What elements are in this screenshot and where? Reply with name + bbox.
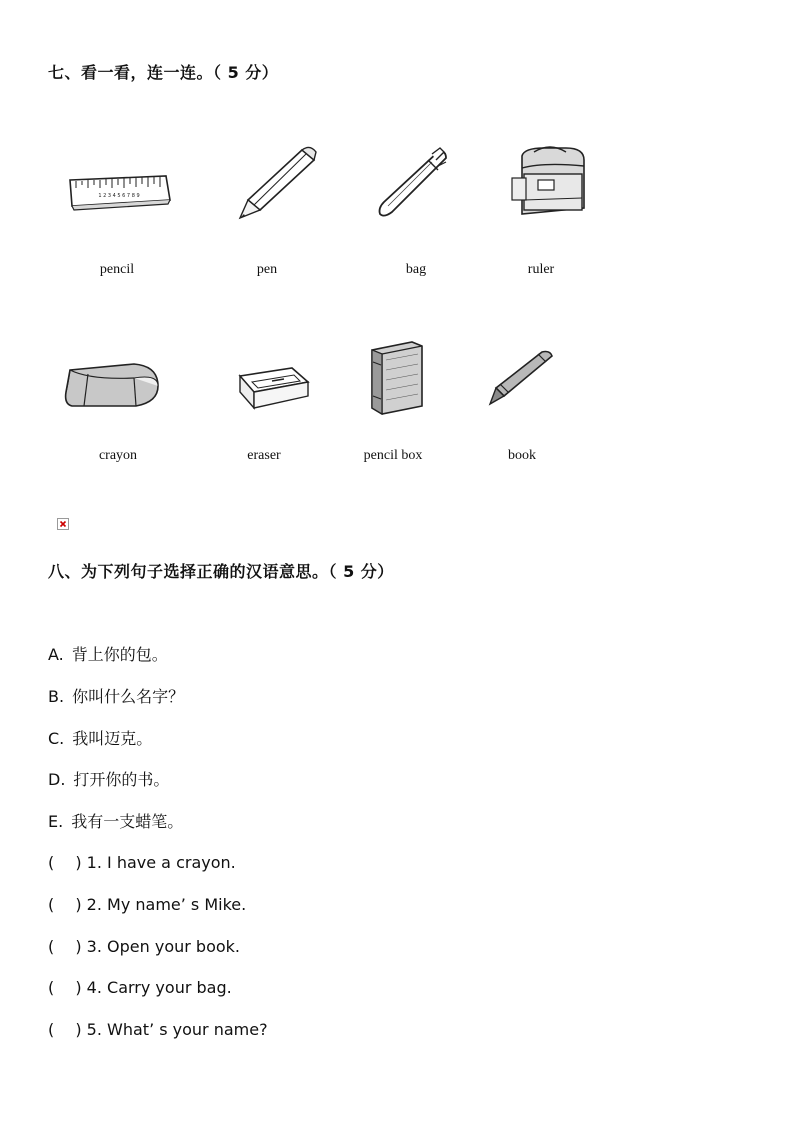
- question-text: 4. Carry your bag.: [86, 978, 232, 997]
- option-c: [48, 726, 152, 749]
- pen-picture: [372, 144, 452, 220]
- pencil-picture: [232, 144, 322, 224]
- word-ruler: ruler: [527, 262, 555, 277]
- word-bag: bag: [405, 262, 427, 277]
- option-text: 我叫迈克。: [72, 729, 153, 748]
- section-8-heading: 八、为下列句子选择正确的汉语意思。（ 5 分）: [48, 562, 394, 581]
- eraser-picture: [60, 356, 166, 414]
- option-text: 我有一支蜡笔。: [71, 812, 184, 831]
- option-a: [48, 642, 168, 665]
- crayon-picture: [480, 346, 560, 408]
- word-eraser: eraser: [247, 448, 281, 463]
- pencil-box-picture: [232, 362, 312, 412]
- option-key: D.: [48, 770, 66, 789]
- answer-blank[interactable]: ( ): [48, 895, 82, 914]
- option-text: 你叫什么名字？: [72, 687, 185, 706]
- question-text: 2. My name’ s Mike.: [86, 895, 247, 914]
- question-4: [48, 975, 232, 998]
- question-5: [48, 1017, 268, 1040]
- answer-blank[interactable]: ( ): [48, 978, 82, 997]
- option-key: E.: [48, 812, 64, 831]
- question-text: 3. Open your book.: [86, 937, 240, 956]
- word-book: book: [508, 448, 536, 463]
- answer-blank[interactable]: ( ): [48, 853, 82, 872]
- answer-blank[interactable]: ( ): [48, 1020, 82, 1039]
- option-text: 背上你的包。: [71, 645, 168, 664]
- broken-image-icon: [57, 518, 69, 530]
- word-crayon: crayon: [98, 448, 138, 463]
- word-pencil: pencil: [99, 262, 135, 277]
- option-e: [48, 809, 183, 832]
- question-3: [48, 934, 240, 957]
- section-7-heading: 七、看一看，连一连。（ 5 分）: [48, 63, 279, 82]
- question-text: 5. What’ s your name?: [86, 1020, 268, 1039]
- bag-picture: [504, 144, 590, 220]
- option-key: B.: [48, 687, 65, 706]
- svg-text:1 2 3 4 5 6 7 8 9: 1 2 3 4 5 6 7 8 9: [98, 193, 140, 199]
- word-pencil-box: pencil box: [363, 448, 423, 463]
- option-key: C.: [48, 729, 65, 748]
- question-1: [48, 850, 236, 873]
- option-key: A.: [48, 645, 64, 664]
- book-picture: [364, 336, 430, 416]
- question-text: 1. I have a crayon.: [86, 853, 236, 872]
- word-pen: pen: [256, 262, 278, 277]
- option-d: [48, 767, 169, 790]
- answer-blank[interactable]: ( ): [48, 937, 82, 956]
- ruler-picture: [64, 170, 174, 214]
- option-b: [48, 684, 184, 707]
- question-2: [48, 892, 246, 915]
- option-text: 打开你的书。: [73, 770, 170, 789]
